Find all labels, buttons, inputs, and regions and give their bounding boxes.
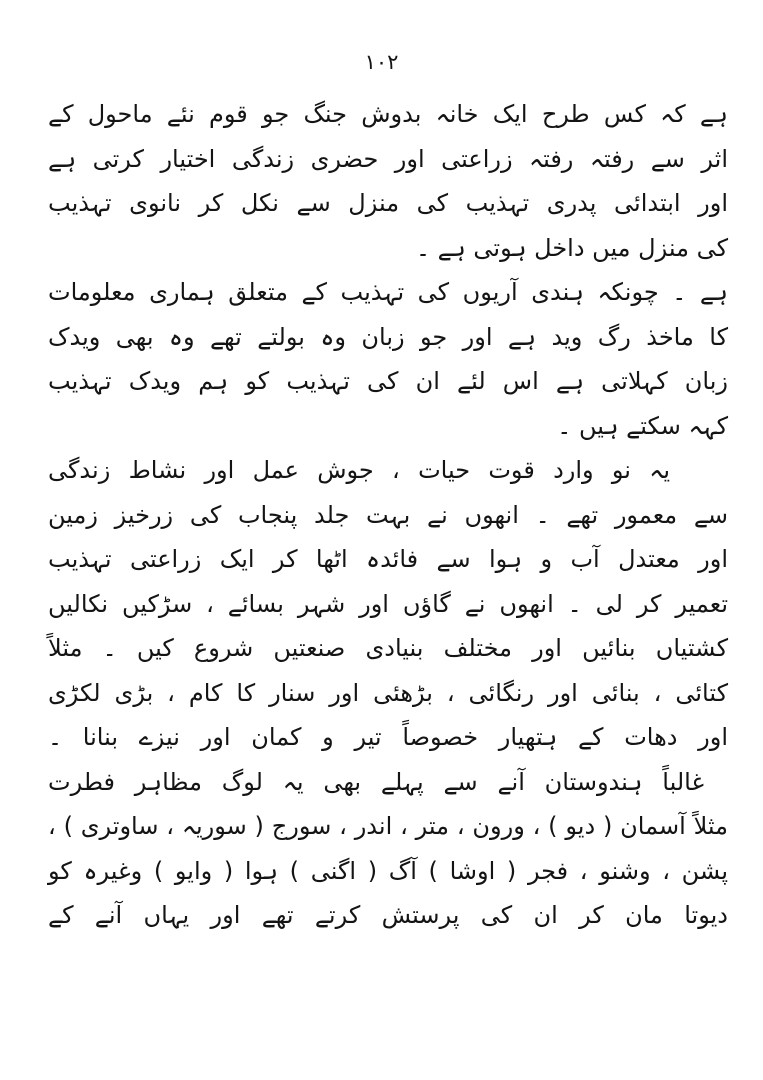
text-line: پشن ، وشنو ، فجر ( اوشا ) آگ ( اگنی ) ہوا ( وایو ) وغیرہ کو xyxy=(48,856,728,885)
text-line: کشتیاں بنائیں اور مختلف بنیادی صنعتیں شروع کیں ۔ مثلاً xyxy=(48,634,728,662)
text-line: کی منزل میں داخل ہوتی ہے ۔ xyxy=(415,233,728,262)
text-line: کتائی ، بنائی اور رنگائی ، بڑھئی اور سنار کا کام ، بڑی لکڑی xyxy=(48,678,728,707)
text-line: مثلاً آسمان ( دیو ) ، ورون ، متر ، اندر ، سورج ( سوریہ ، ساوتری ) ، xyxy=(48,812,728,840)
text-line: اور دھات کے ہتھیار خصوصاً تیر و کمان اور نیزے بنانا ۔ xyxy=(48,723,728,751)
text-line: اثر سے رفتہ رفتہ زراعتی اور حضری زندگی اختیار کرتی ہے xyxy=(48,144,728,173)
text-line: یہ نو وارد قوت حیات ، جوش عمل اور نشاط زندگی xyxy=(48,456,670,484)
text-line: کہہ سکتے ہیں ۔ xyxy=(557,411,728,440)
text-line: زبان کہلاتی ہے اس لئے ان کی تہذیب کو ہم ویدک تہذیب xyxy=(48,367,728,395)
text-line: دیوتا مان کر ان کی پرستش کرتے تھے اور یہاں آنے کے xyxy=(48,901,728,929)
text-line: اور ابتدائی پدری تہذیب کی منزل سے نکل کر نانوی تہذیب xyxy=(48,189,728,217)
page-number: ۱۰۲ xyxy=(364,50,399,74)
text-line: اور معتدل آب و ہوا سے فائدہ اٹھا کر ایک زراعتی تہذیب xyxy=(48,545,728,573)
text-line: غالباً ہندوستان آنے سے پہلے بھی یہ لوگ مظاہر فطرت xyxy=(48,767,704,796)
text-line: کا ماخذ رگ وید ہے اور جو زبان وہ بولتے تھے وہ بھی ویدک xyxy=(48,322,728,351)
text-line: تعمیر کر لی ۔ انھوں نے گاؤں اور شہر بسائے ، سڑکیں نکالیں xyxy=(48,589,728,618)
text-line: ہے کہ کس طرح ایک خانہ بدوش جنگ جو قوم نئے ماحول کے xyxy=(48,100,728,128)
body-text xyxy=(48,92,728,938)
text-line: ہے ۔ چونکہ ہندی آریوں کی تہذیب کے متعلق ہماری معلومات xyxy=(48,278,728,306)
text-line: سے معمور تھے ۔ انھوں نے بہت جلد پنجاب کی زرخیز زمین xyxy=(48,500,728,529)
